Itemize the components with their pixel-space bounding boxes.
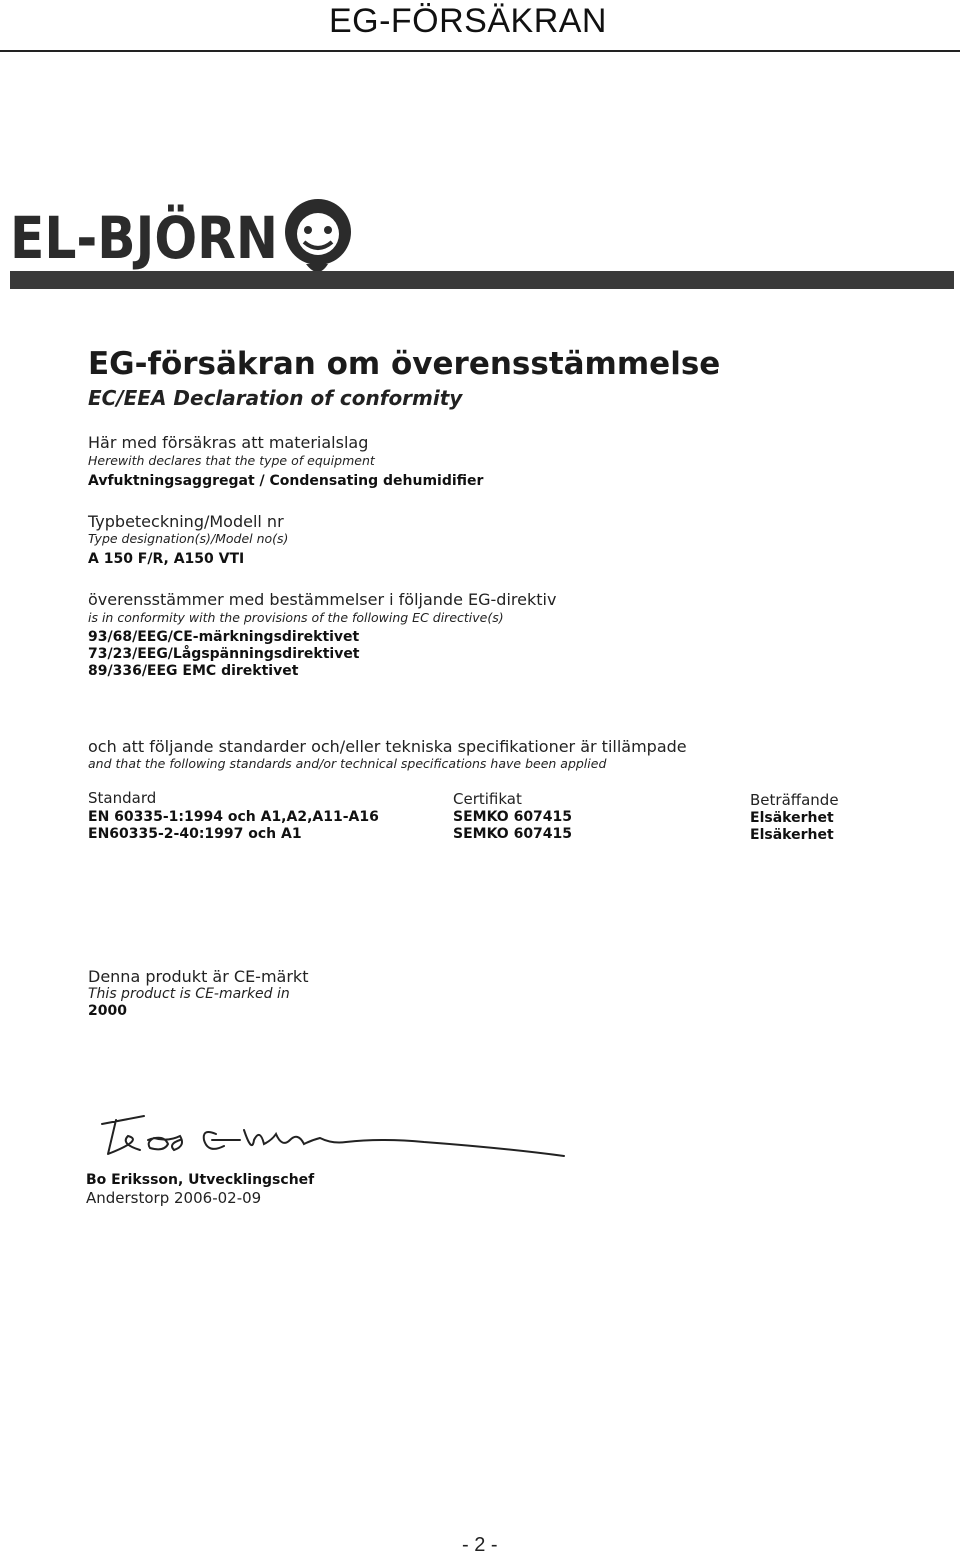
ce-label-sv: Denna produkt är CE-märkt: [88, 967, 309, 986]
column-header-certificate: Certifikat: [453, 790, 522, 808]
declaration-title: EG-försäkran om överensstämmelse: [88, 346, 721, 382]
declaration-subtitle: EC/EEA Declaration of conformity: [88, 386, 463, 410]
model-label-sv: Typbeteckning/Modell nr: [88, 512, 284, 531]
handwritten-signature: [84, 1110, 574, 1178]
standard-cell: EN 60335-1:1994 och A1,A2,A11-A16: [88, 809, 379, 825]
header-divider: [0, 50, 960, 52]
directive-item: 89/336/EEG EMC direktivet: [88, 663, 299, 679]
svg-text:EL-BJÖRN: EL-BJÖRN: [10, 204, 319, 272]
directives-label-sv: överensstämmer med bestämmelser i följande EG-direktiv: [88, 590, 557, 609]
column-header-concerning: Beträffande: [750, 791, 839, 809]
equipment-label-en: Herewith declares that the type of equipment: [88, 453, 375, 468]
page-header-title: EG-FÖRSÄKRAN: [328, 2, 607, 40]
signer-place-date: Anderstorp 2006-02-09: [86, 1189, 262, 1207]
equipment-value: Avfuktningsaggregat / Condensating dehumidifier: [88, 473, 484, 489]
page-number: - 2 -: [462, 1534, 498, 1556]
concerning-cell: Elsäkerhet: [750, 810, 834, 826]
el-bjorn-logo: [6, 190, 356, 280]
concerning-cell: Elsäkerhet: [750, 827, 834, 843]
column-header-standard: Standard: [88, 789, 157, 807]
ce-year: 2000: [88, 1003, 127, 1019]
directive-item: 73/23/EEG/Lågspänningsdirektivet: [88, 646, 360, 662]
standards-label-sv: och att följande standarder och/eller tekniska specifikationer är tillämpade: [88, 737, 687, 756]
logo-bar: [10, 271, 954, 289]
certificate-cell: SEMKO 607415: [453, 809, 573, 825]
ce-label-en: This product is CE-marked in: [88, 986, 290, 1002]
directives-label-en: is in conformity with the provisions of the following EC directive(s): [88, 610, 504, 625]
signer-name: Bo Eriksson, Utvecklingschef: [86, 1172, 315, 1188]
model-value: A 150 F/R, A150 VTI: [88, 551, 245, 567]
equipment-label-sv: Här med försäkras att materialslag: [88, 433, 369, 452]
bear-head-icon: [285, 199, 351, 272]
standards-label-en: and that the following standards and/or technical specifications have been applied: [88, 756, 607, 771]
standard-cell: EN60335-2-40:1997 och A1: [88, 826, 302, 842]
model-label-en: Type designation(s)/Model no(s): [88, 531, 289, 546]
certificate-cell: SEMKO 607415: [453, 826, 573, 842]
directive-item: 93/68/EEG/CE-märkningsdirektivet: [88, 629, 360, 645]
